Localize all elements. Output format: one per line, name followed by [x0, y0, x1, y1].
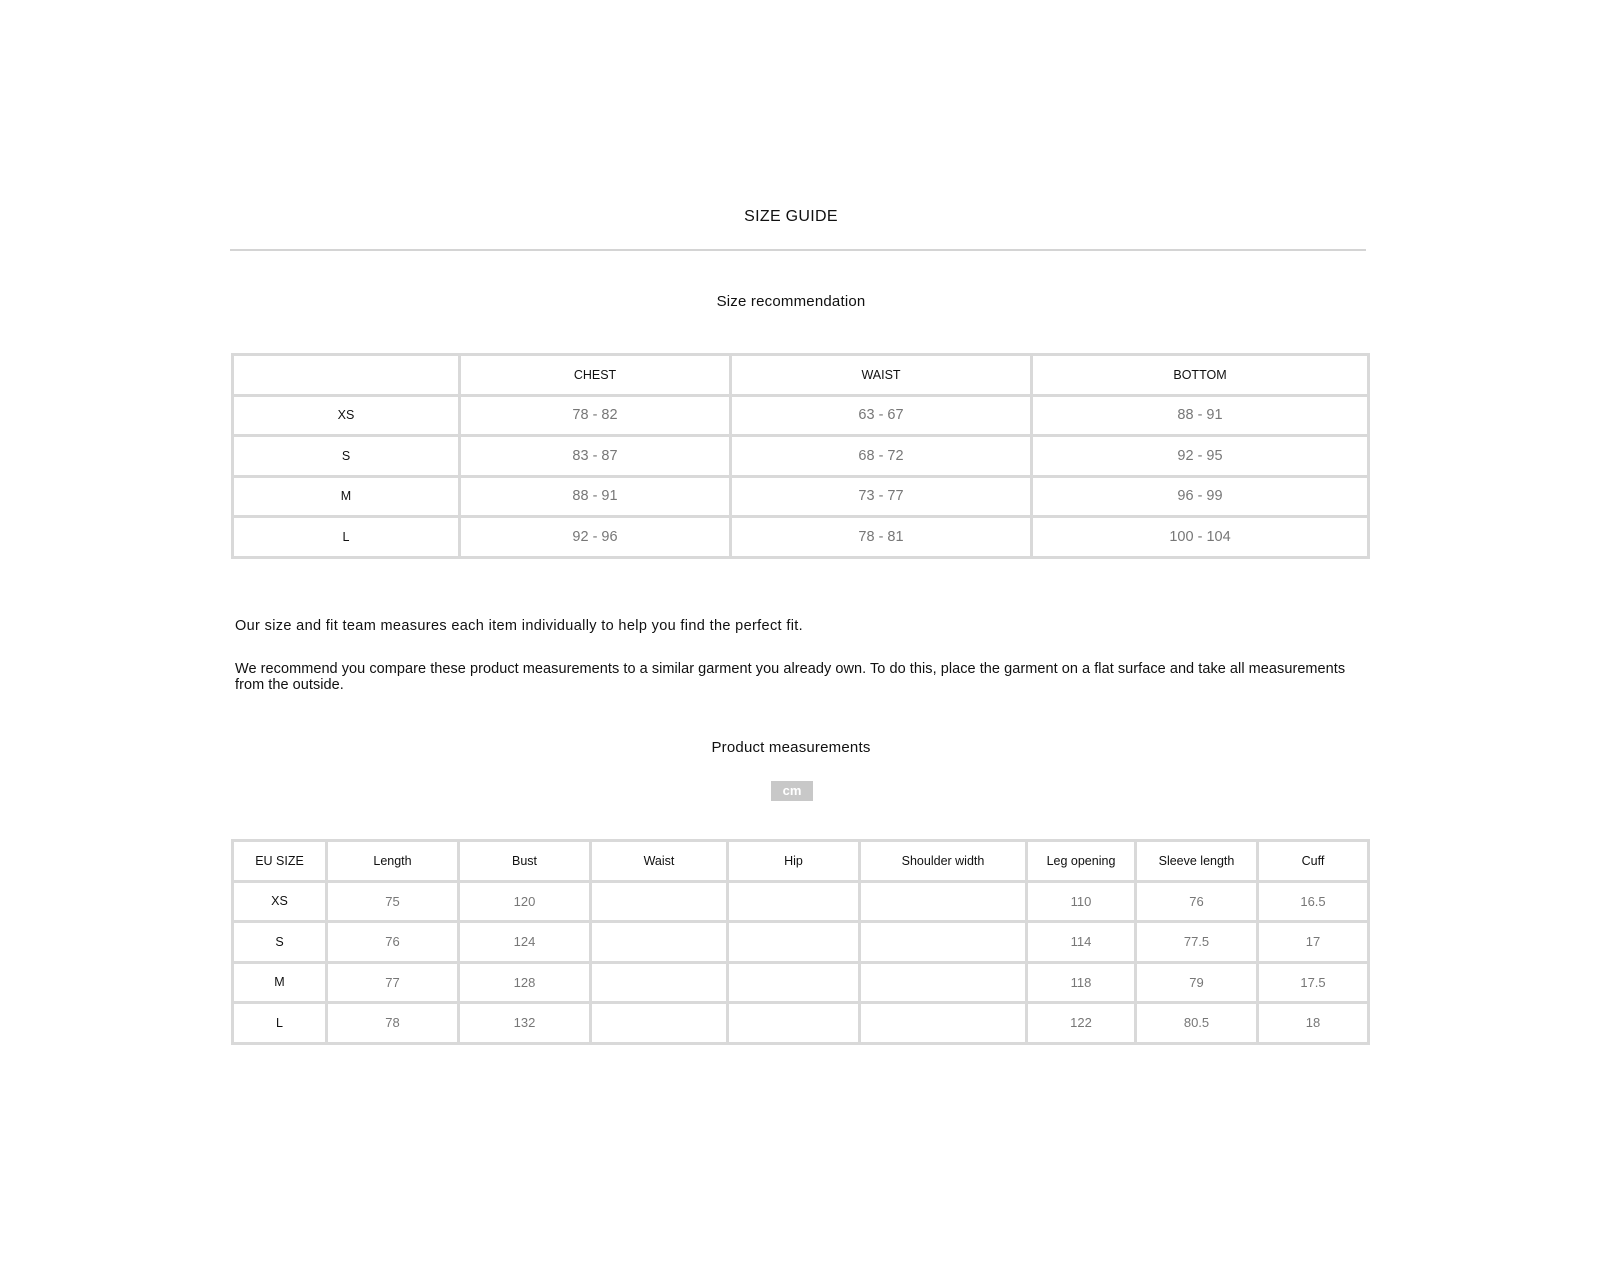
- waist-value: [591, 1003, 728, 1044]
- table-row: [233, 436, 1369, 477]
- leg-opening-value: 110: [1027, 881, 1136, 922]
- bottom-value: 92 - 95: [1032, 436, 1369, 477]
- hip-value: [728, 922, 860, 963]
- table-row: [233, 881, 1369, 922]
- waist-value: 68 - 72: [731, 436, 1032, 477]
- sleeve-length-value: 79: [1136, 962, 1258, 1003]
- leg-opening-value: 118: [1027, 962, 1136, 1003]
- sleeve-length-value: 80.5: [1136, 1003, 1258, 1044]
- leg-opening-value: 122: [1027, 1003, 1136, 1044]
- size-recommendation-heading: Size recommendation: [716, 293, 866, 310]
- table-row: [233, 1003, 1369, 1044]
- size-recommendation-table: [231, 353, 1370, 559]
- size-label: M: [233, 476, 460, 517]
- length-value: 78: [327, 1003, 459, 1044]
- column-header-sleeve-length: Sleeve length: [1136, 841, 1258, 882]
- shoulder-width-value: [860, 962, 1027, 1003]
- waist-value: 63 - 67: [731, 395, 1032, 436]
- length-value: 75: [327, 881, 459, 922]
- title-divider: [230, 249, 1366, 251]
- length-value: 76: [327, 922, 459, 963]
- table-row: [233, 922, 1369, 963]
- table-header-row: [233, 841, 1369, 882]
- hip-value: [728, 962, 860, 1003]
- bust-value: 124: [459, 922, 591, 963]
- table-row: [233, 962, 1369, 1003]
- bottom-value: 88 - 91: [1032, 395, 1369, 436]
- column-header-shoulder-width: Shoulder width: [860, 841, 1027, 882]
- waist-value: [591, 962, 728, 1003]
- shoulder-width-value: [860, 881, 1027, 922]
- column-header-waist: Waist: [591, 841, 728, 882]
- waist-value: [591, 881, 728, 922]
- bust-value: 132: [459, 1003, 591, 1044]
- chest-value: 78 - 82: [460, 395, 731, 436]
- column-header-waist: WAIST: [731, 355, 1032, 396]
- column-header-size: [233, 355, 460, 396]
- size-label: XS: [233, 395, 460, 436]
- cuff-value: 18: [1258, 1003, 1369, 1044]
- column-header-bust: Bust: [459, 841, 591, 882]
- unit-toggle-cm[interactable]: cm: [771, 781, 813, 801]
- length-value: 77: [327, 962, 459, 1003]
- size-label: S: [233, 436, 460, 477]
- hip-value: [728, 881, 860, 922]
- chest-value: 83 - 87: [460, 436, 731, 477]
- size-label: M: [233, 962, 327, 1003]
- table-header-row: [233, 355, 1369, 396]
- bust-value: 120: [459, 881, 591, 922]
- size-label: XS: [233, 881, 327, 922]
- size-label: L: [233, 1003, 327, 1044]
- sleeve-length-value: 76: [1136, 881, 1258, 922]
- size-label: L: [233, 517, 460, 558]
- compare-instructions-paragraph: We recommend you compare these product measurements to a similar garment you already own. To do this, place the garment on a flat surface and take all measurements from the outside.: [235, 661, 1346, 693]
- waist-value: [591, 922, 728, 963]
- waist-value: 73 - 77: [731, 476, 1032, 517]
- table-row: [233, 395, 1369, 436]
- column-header-chest: CHEST: [460, 355, 731, 396]
- sleeve-length-value: 77.5: [1136, 922, 1258, 963]
- hip-value: [728, 1003, 860, 1044]
- column-header-hip: Hip: [728, 841, 860, 882]
- column-header-bottom: BOTTOM: [1032, 355, 1369, 396]
- column-header-eu-size: EU SIZE: [233, 841, 327, 882]
- column-header-length: Length: [327, 841, 459, 882]
- leg-opening-value: 114: [1027, 922, 1136, 963]
- waist-value: 78 - 81: [731, 517, 1032, 558]
- chest-value: 92 - 96: [460, 517, 731, 558]
- cuff-value: 17: [1258, 922, 1369, 963]
- bottom-value: 96 - 99: [1032, 476, 1369, 517]
- product-measurements-heading: Product measurements: [711, 739, 871, 756]
- bust-value: 128: [459, 962, 591, 1003]
- table-row: [233, 476, 1369, 517]
- size-label: S: [233, 922, 327, 963]
- cuff-value: 16.5: [1258, 881, 1369, 922]
- chest-value: 88 - 91: [460, 476, 731, 517]
- cuff-value: 17.5: [1258, 962, 1369, 1003]
- shoulder-width-value: [860, 922, 1027, 963]
- page-title: SIZE GUIDE: [744, 208, 838, 225]
- bottom-value: 100 - 104: [1032, 517, 1369, 558]
- fit-team-paragraph: Our size and fit team measures each item individually to help you find the perfect fit.: [235, 618, 804, 634]
- column-header-cuff: Cuff: [1258, 841, 1369, 882]
- table-row: [233, 517, 1369, 558]
- shoulder-width-value: [860, 1003, 1027, 1044]
- product-measurements-table: [231, 839, 1370, 1045]
- column-header-leg-opening: Leg opening: [1027, 841, 1136, 882]
